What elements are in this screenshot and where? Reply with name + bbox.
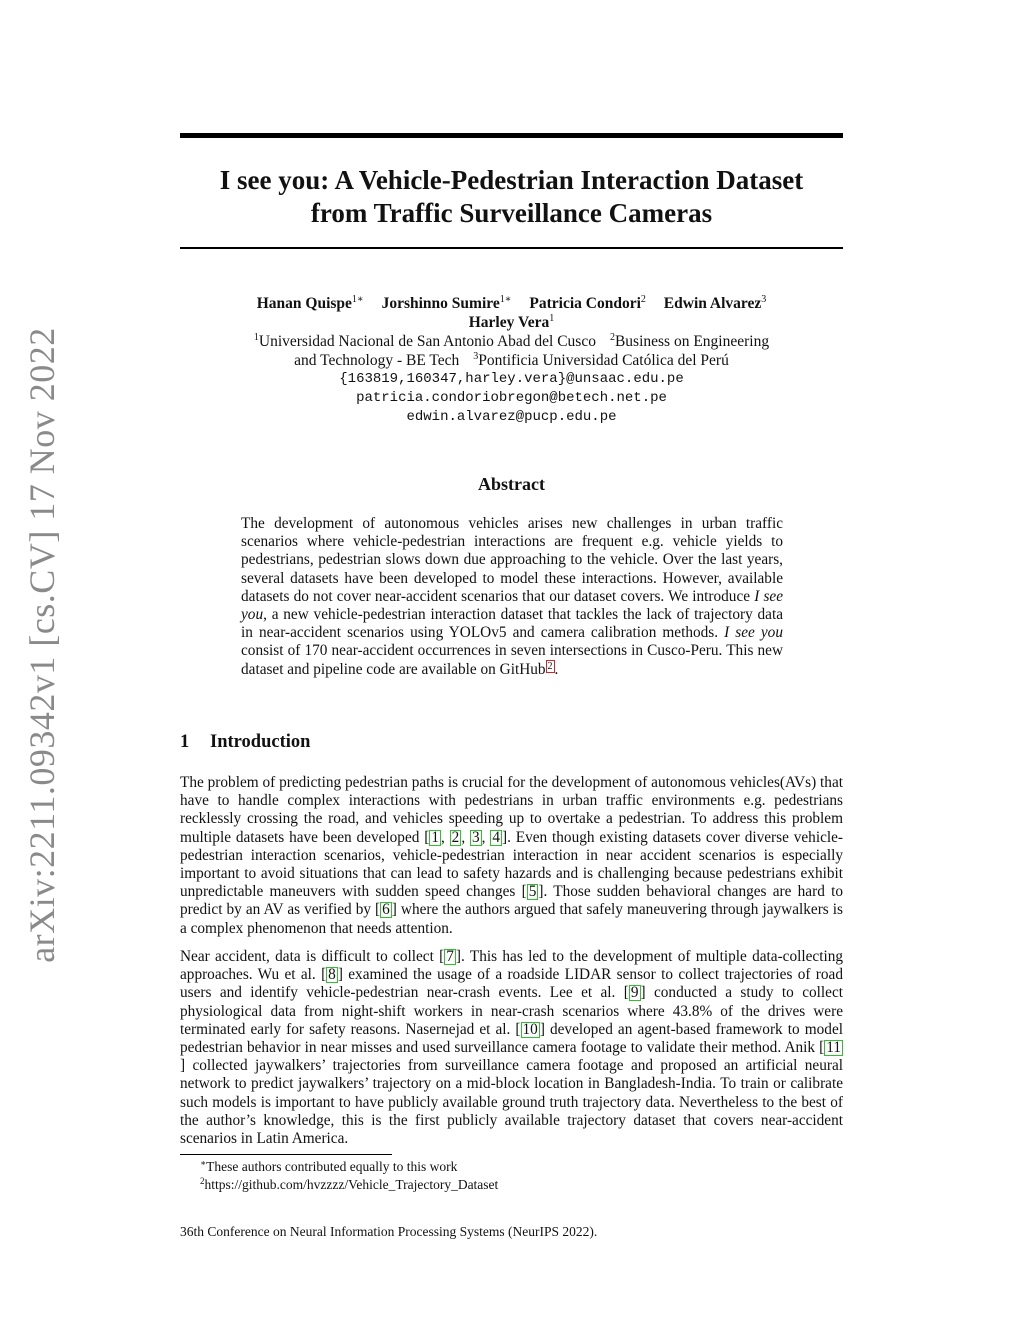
affiliation-2: Business on Engineering xyxy=(614,333,770,350)
citation-link[interactable]: 8 xyxy=(328,966,336,984)
citation-link[interactable]: 11 xyxy=(826,1039,841,1057)
conference-footer: 36th Conference on Neural Information Processing Systems (NeurIPS 2022). xyxy=(180,1224,598,1239)
footnotes xyxy=(200,1158,840,1193)
github-url[interactable]: https://github.com/hvzzzz/Vehicle_Trajectory_Dataset xyxy=(204,1176,499,1192)
email-list xyxy=(180,370,843,427)
section-heading-introduction xyxy=(180,732,310,753)
footnote-rule xyxy=(180,1154,392,1155)
title-line-1: I see you: A Vehicle-Pedestrian Interaction Dataset xyxy=(219,165,804,195)
author-mark: 1∗ xyxy=(351,294,364,305)
citation-link[interactable]: 1 xyxy=(431,828,439,846)
citation-link[interactable]: 5 xyxy=(528,883,537,901)
title-top-rule xyxy=(180,133,843,138)
email-line: patricia.condoriobregon@betech.net.pe xyxy=(356,390,667,406)
author-names xyxy=(180,294,843,332)
footnote-2: $^2$https://github.com/hvzzzz/Vehicle_Trajectory_Dataset xyxy=(200,1175,499,1192)
abstract-body: The development of autonomous vehicles arises new challenges in urban traffic scenarios where vehicle-pedestrian interactions are frequent e.g. vehicle yields to pedestrians, pedestrian slows down due approaching to the vehicle. Over the last years, several datasets have been developed to model these interactions. However, available datasets do not cover near-accident scenarios that our dataset covers. We introduce I see you, a new vehicle-pedestrian interaction dataset that tackles the lack of trajectory data in near-accident scenarios using YOLOv5 and camera calibration methods. I see you consist of 170 near-accident occurrences in seven intersections in Cusco-Peru. This new dataset and pipeline code are available on GitHub $^2$ . xyxy=(241,515,783,678)
citation-link[interactable]: 3 xyxy=(472,828,480,846)
author-name: Edwin Alvarez xyxy=(663,295,762,312)
affiliation-2-continued: and Technology - BE Tech xyxy=(294,352,460,369)
footnote-1: ∗These authors contributed equally to this work xyxy=(200,1158,458,1174)
section-number: 1 xyxy=(180,732,190,752)
section-title: Introduction xyxy=(210,732,311,752)
author-mark: 1 xyxy=(549,313,555,324)
title-bottom-rule xyxy=(180,247,843,249)
author-mark: 1∗ xyxy=(499,294,512,305)
footnote-link[interactable]: 2 xyxy=(547,660,553,672)
affiliation-1: Universidad Nacional de San Antonio Abad del Cusco xyxy=(258,333,596,350)
email-line: {163819,160347,harley.vera}@unsaac.edu.pe xyxy=(339,371,684,387)
affiliation-3: Pontificia Universidad Católica del Perú xyxy=(478,352,729,369)
author-name: Jorshinno Sumire xyxy=(381,295,500,312)
author-block xyxy=(180,294,843,427)
author-mark: 3 xyxy=(761,294,767,305)
abstract-heading: Abstract xyxy=(478,474,545,494)
citation-link[interactable]: 4 xyxy=(492,828,500,846)
intro-paragraph-2: Near accident, data is difficult to collect [ 7 ]. This has led to the development of multiple data-collecting approaches. Wu et al. [ 8 ] examined the usage of a roadside LIDAR sensor to collect trajectories of road users and identify vehicle-pedestrian near-crash events. Lee et al. [ 9 ] conducted a study to collect physiological data from night-shift workers in near-crash scenarios where 43.8% of the drives were terminated early for safety reasons. Nasernejad et al. [ 10 ] developed an agent-based framework to model pedestrian behavior in near misses and used surveillance camera footage to validate their method. Anik [ 11] collected jaywalkers’ trajectories from surveillance camera footage and proposed an artificial neural network to predict jaywalkers’ trajectory on a mid-block location in Bangladesh-India. To train or calibrate such models is important to have publicly available ground truth trajectory data. Nevertheless to the best of the author’s knowledge, this is the first publicly available trajectory dataset that covers near-accident scenarios in Latin America. xyxy=(180,948,843,1148)
citation-link[interactable]: 6 xyxy=(382,901,390,919)
citation-link[interactable]: 10 xyxy=(522,1020,538,1038)
author-name: Hanan Quispe xyxy=(256,295,352,312)
email-line: edwin.alvarez@pucp.edu.pe xyxy=(406,409,617,425)
author-name: Patricia Condori xyxy=(529,295,641,312)
citation-link[interactable]: 9 xyxy=(630,984,639,1002)
intro-paragraph-1: The problem of predicting pedestrian paths is crucial for the development of autonomous vehicles(AVs) that have to handle complex interactions with pedestrians in urban traffic environments e.g. pedestrians recklessly crossing the road, and vehicles speeding up to overtake a pedestrian. To address this problem multiple datasets have been developed [ 1 , 2 , 3 , 4 ]. Even though existing datasets cover diverse vehicle-pedestrian interaction scenarios, vehicle-pedestrian interaction in near accident scenarios is especially important to avoid situations that can lead to safety hazards and is challenging because pedestrians exhibit unpredictable maneuvers with sudden speed changes [ 5 ]. Those sudden behavioral changes are hard to predict by an AV as verified by [ 6 ] where the authors argued that safely maneuvering through jaywalkers is a complex phenomenon that needs attention. xyxy=(180,774,843,937)
arxiv-identifier-text: arXiv:2211.09342v1 [cs.CV] 17 Nov 2022 xyxy=(22,327,62,963)
affiliations: $^1$Universidad Nacional de San Antonio Abad del Cusco $^2$Business on Engineering and Technology - BE Tech $^3$Pontificia Universidad Católica del Perú xyxy=(253,332,770,369)
citation-link[interactable]: 7 xyxy=(446,948,454,965)
title-line-2: from Traffic Surveillance Cameras xyxy=(310,198,713,228)
author-mark: 2 xyxy=(640,294,646,305)
citation-link[interactable]: 2 xyxy=(451,828,460,846)
paper-title xyxy=(180,164,843,230)
author-name: Harley Vera xyxy=(468,314,550,331)
